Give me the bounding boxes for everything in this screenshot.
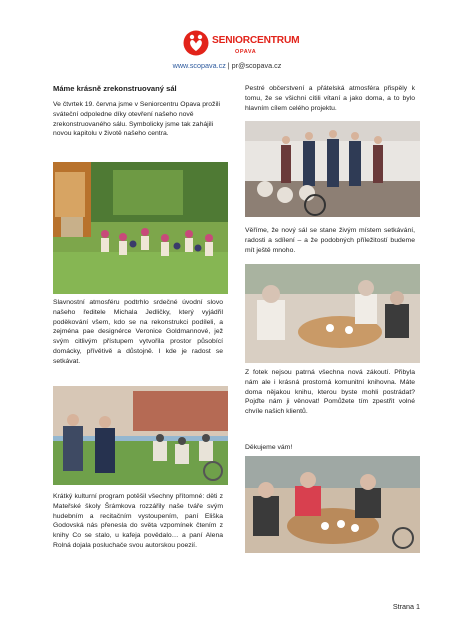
seniorcentrum-logo-icon [183,30,209,56]
library-paragraph: Z fotek nejsou patrná všechna nová zákoutí. Přibyla nám ale i krásná prostorná komunitní knihovna. Máte doma nějakou knihu, kterou byste mohli postrádat? Pojďte nám ji věnovat! Pomůžete tím zpestřit volné chvíle našich klientů. [245,369,415,416]
refreshment-paragraph: Pestré občerstvení a přátelská atmosféra přispěly k tomu, že se všichni cítili vítaní a jako doma, a to bylo hlavním cílem celého projektu. [245,85,415,112]
email-link[interactable]: pr@scopava.cz [231,61,282,70]
article-title: Máme krásně zrekonstruovaný sál [53,84,177,93]
photo-garden-children [53,162,228,294]
logo [183,30,300,58]
header-links [0,61,454,70]
photo-seniors-at-table [245,264,420,363]
photo-guests-on-lawn [53,386,228,485]
opening-paragraph: Slavnostní atmosféru podtrhlo srdečné úvodní slovo našeho ředitele Michala Jedličky, který vyjádřil poděkování všem, kdo se na rekonstrukci podíleli, a zejména pae designérce Veronice Goldmannové, jež svým citlivým přístupem vytvořila prostor působící domácky, přívětivě a důstojně. I kde je radost se setkávat. [53,299,223,365]
left-column-top [53,84,223,139]
logo-city: OPAVA [235,49,257,55]
photo-speakers-in-hall [245,121,420,217]
thanks-text: Děkujeme vám! [245,444,293,451]
page-number: Strana 1 [392,602,420,611]
logo-name: SENIORCENTRUM [212,35,300,46]
hope-paragraph: Věříme, že nový sál se stane živým místem setkávání, radosti a sdílení – a že podobných příležitostí budeme mít ještě mnoho. [245,227,415,254]
header-separator: | [225,61,232,70]
intro-paragraph: Ve čtvrtek 19. června jsme v Seniorcentru Opava prožili sváteční odpoledne díky otevření našeho nově zrekonstruovaného sálu. Symbolicky jsme tak zahájili novou kapitolu v životě našeho centra. [53,101,220,138]
photo-seniors-refreshments [245,456,420,553]
program-paragraph: Krátký kulturní program potěšil všechny přítomné: děti z Mateřské školy Šrámkova rozzářily naše tváře svým hudebním a recitačním vystoupením, paní Eliška Godovská nás přenesla do světa vzpomínek čtením z knihy Co se stalo, u kafeja povědalo… a paní Alena Rolná dojala posluchače svou autorskou poezií. [53,493,223,549]
website-link[interactable]: www.scopava.cz [172,61,226,70]
